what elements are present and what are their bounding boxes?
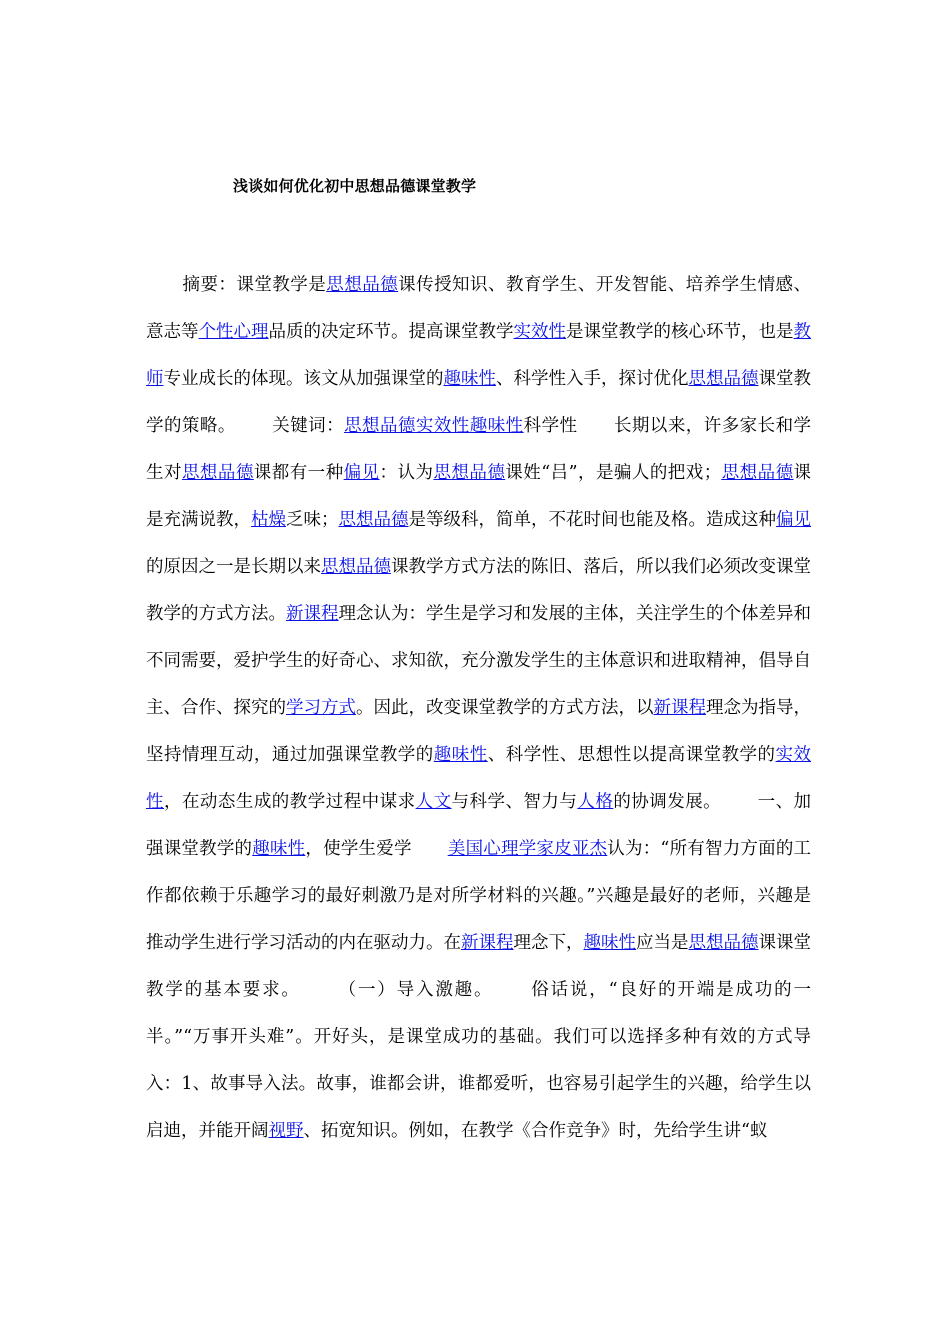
keyword-link[interactable]: 教师 [146,322,811,389]
body-text-segment: 品质的决定环节。提高课堂教学 [268,322,514,342]
keyword-link[interactable]: 趣味性 [433,745,488,765]
body-text-segment: 乏味； [286,510,339,530]
keyword-link[interactable]: 人格 [577,792,614,812]
body-text-segment: ：认为 [379,463,434,483]
keyword-link[interactable]: 思想品德 [433,463,506,483]
keyword-link[interactable]: 思想品德 [688,369,759,389]
body-text-segment: 应当是 [636,933,689,953]
body-text-segment: 关键词： [271,416,345,436]
keyword-link[interactable]: 新课程 [653,698,706,718]
keyword-link[interactable]: 实效性 [415,416,470,436]
body-text-segment: 理念为指导，坚持情理互动，通过加强课堂教学的 [146,698,811,765]
document-body [146,262,811,1155]
document-title: 浅谈如何优化初中思想品德课堂教学 [233,177,477,195]
keyword-link[interactable]: 趣味性 [583,933,636,953]
keyword-link[interactable]: 新课程 [461,933,514,953]
body-text-segment: 、拓宽知识。例如，在教学《合作竞争》时，先给学生讲“蚁 [303,1121,768,1141]
body-text-segment: 课教学方式方法的陈旧、落后，所以我们必须改变课堂教学的方式方法。 [146,557,811,624]
body-text-segment: 理念认为：学生是学习和发展的主体，关注学生的个体差异和不同需要，爱护学生的好奇心、求知欲，充分激发学生的主体意识和进取精神，倡导自主、合作、探究的 [146,604,811,718]
keyword-link[interactable]: 实效性 [513,322,566,342]
keyword-link[interactable]: 枯燥 [251,510,286,530]
keyword-link[interactable]: 思想品德 [338,510,409,530]
keyword-link[interactable]: 思想品德 [688,933,759,953]
keyword-link[interactable]: 趣味性 [252,839,306,859]
body-text-segment: ，使学生爱学 [305,839,412,859]
keyword-link[interactable]: 偏见 [776,510,811,530]
body-text-segment: 理念下， [513,933,584,953]
keyword-link[interactable]: 思想品德 [321,557,391,577]
keyword-link[interactable]: 思想品德 [721,463,794,483]
body-text-segment: 的协调发展。 [613,792,722,812]
keyword-link[interactable]: 美国心理学家皮亚杰 [447,839,608,859]
keyword-link[interactable]: 个性心理 [198,322,269,342]
body-text-segment: 是课堂教学的核心环节，也是 [566,322,794,342]
keyword-link[interactable]: 思想品德 [326,275,399,295]
keyword-link[interactable]: 人文 [415,792,452,812]
body-text-segment: 长期以来，许多家长和学生对 [146,416,812,483]
keyword-link[interactable]: 新课程 [286,604,339,624]
keyword-link[interactable]: 趣味性 [469,416,524,436]
body-text-segment: 俗话说，“良好的开端是成功的一半。”“万事开头难”。开好头，是课堂成功的基础。我们可以选择多种有效的方式导入：1、故事导入法。故事，谁都会讲，谁都爱听，也容易引起学生的兴趣，给学生以启迪，并能开阔 [146,980,811,1141]
body-text-segment: 是等级科，简单，不花时间也能及格。造成这种 [408,510,776,530]
body-text-segment: 摘要：课堂教学是 [182,275,327,295]
keyword-link[interactable]: 视野 [268,1121,304,1141]
keyword-link[interactable]: 趣味性 [443,369,496,389]
keyword-link[interactable]: 实效性 [146,745,812,812]
body-text-segment: 专业成长的体现。该文从加强课堂的 [163,369,444,389]
body-text-segment: 、科学性、思想性以提高课堂教学的 [487,745,776,765]
body-text-segment: （一）导入激趣。 [336,980,494,1000]
keyword-link[interactable]: 思想品德 [344,416,416,436]
body-text-segment: 认为：“所有智力方面的工作都依赖于乐趣学习的最好刺激乃是对所学材料的兴趣。”兴趣是最好的老师，兴趣是推动学生进行学习活动的内在驱动力。在 [146,839,812,953]
body-text-segment: ，在动态生成的教学过程中谋求 [163,792,416,812]
body-text-segment: 课姓“吕”，是骗人的把戏； [505,463,722,483]
body-text-segment: 课是充满说教， [146,463,812,530]
keyword-link[interactable]: 偏见 [343,463,380,483]
body-text-segment: 与科学、智力与 [451,792,578,812]
body-text-segment: 一、加强课堂教学的 [146,792,812,859]
body-text-segment: 、科学性入手，探讨优化 [496,369,689,389]
body-text-segment: 科学性 [523,416,578,436]
body-text-segment: 课都有一种 [253,463,344,483]
body-text-segment: 的原因之一是长期以来 [146,557,321,577]
body-text-segment: 课堂教学的策略。 [146,369,811,436]
keyword-link[interactable]: 思想品德 [181,463,254,483]
body-text-segment: 课课堂教学的基本要求。 [146,933,811,1000]
keyword-link[interactable]: 学习方式 [286,698,356,718]
body-text-segment: 课传授知识、教育学生、开发智能、培养学生情感、意志等 [146,275,812,342]
body-text-segment: 。因此，改变课堂教学的方式方法，以 [356,698,654,718]
